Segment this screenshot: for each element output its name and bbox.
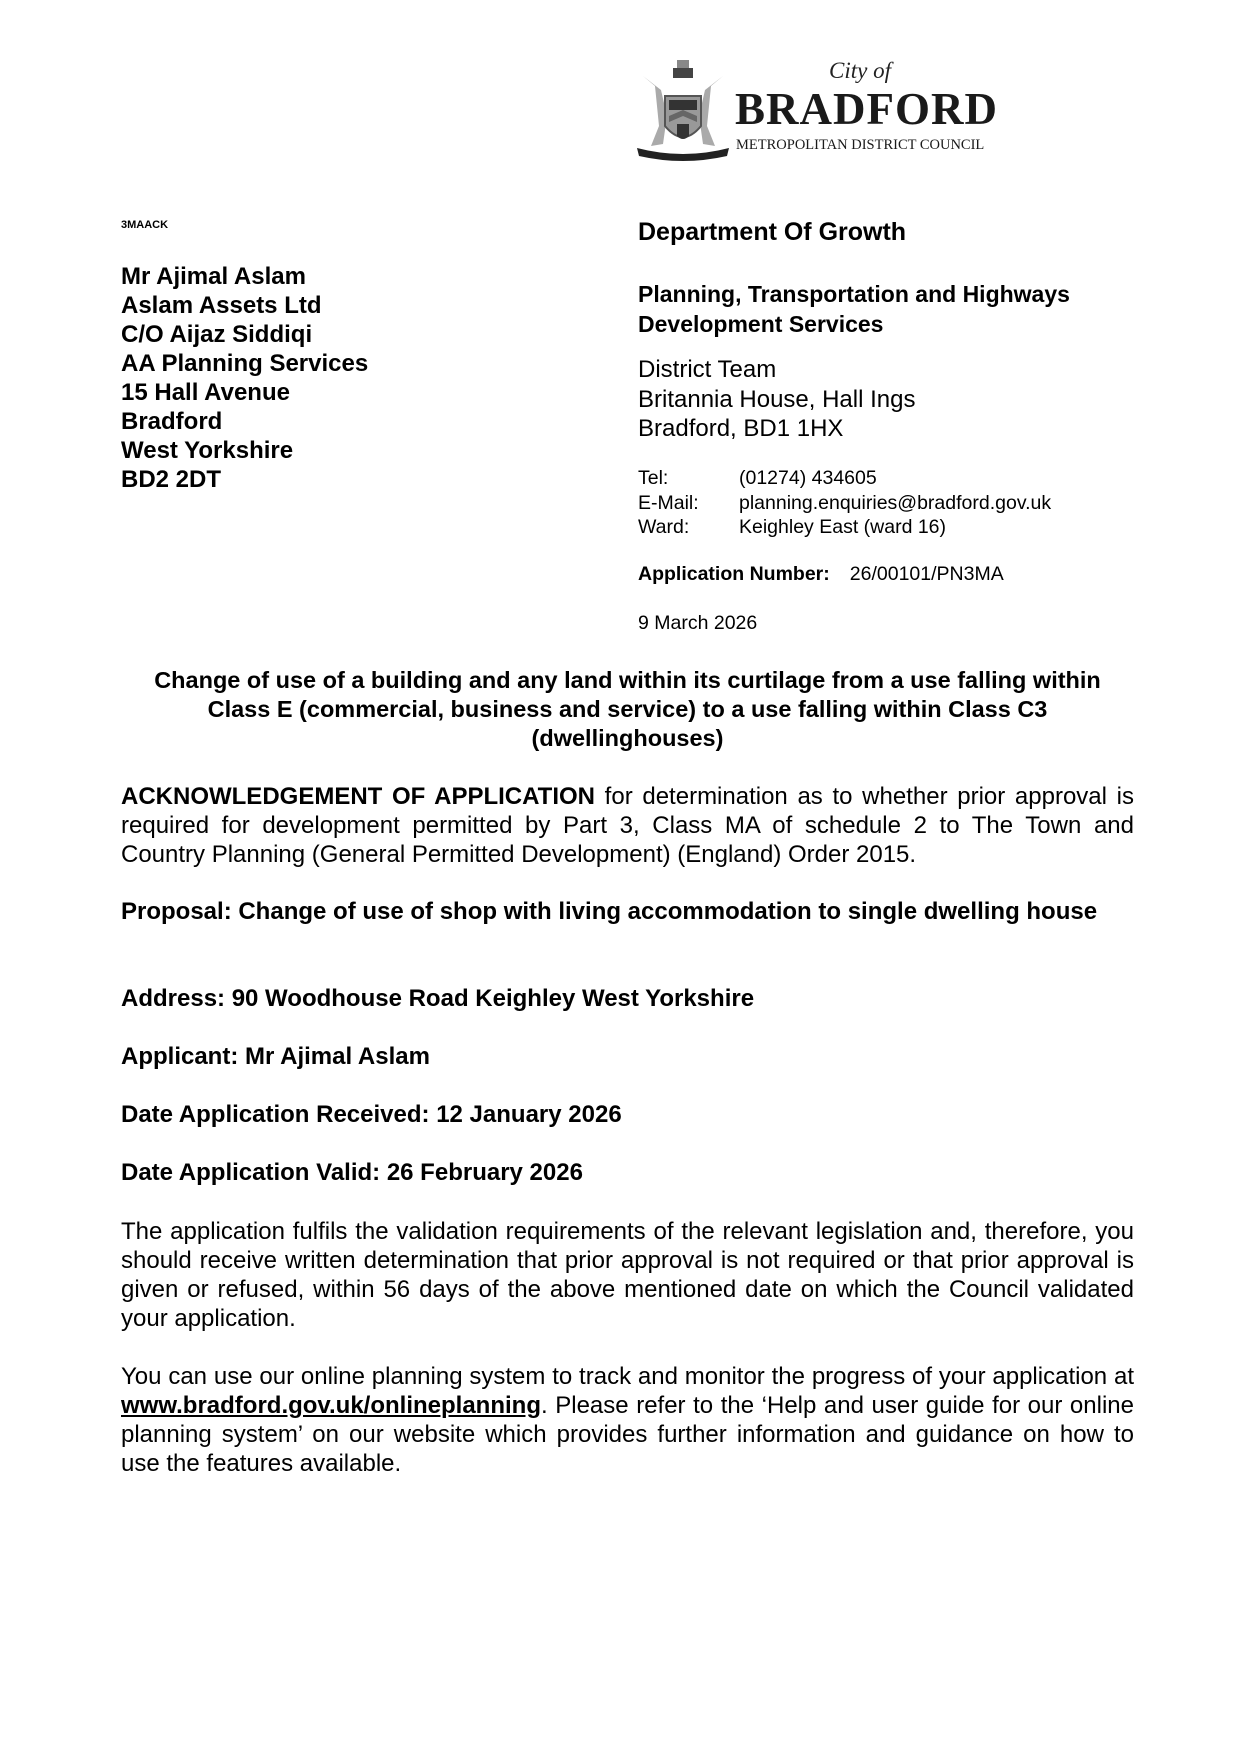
contact-label: Ward: [638, 516, 690, 538]
service-line: Planning, Transportation and Highways [638, 281, 1070, 307]
sender-address-line: Bradford, BD1 1HX [638, 415, 844, 442]
recipient-line: Aslam Assets Ltd [121, 292, 322, 319]
contact-ward [638, 515, 1051, 540]
recipient-line: AA Planning Services [121, 350, 369, 377]
contact-value: (01274) 434605 [739, 467, 877, 489]
logo-council: METROPOLITAN DISTRICT COUNCIL [736, 137, 985, 153]
service-name [638, 279, 1070, 339]
contact-tel [638, 466, 1051, 491]
site-address: Address: 90 Woodhouse Road Keighley West Yorkshire [121, 985, 755, 1012]
online-planning-link[interactable]: www.bradford.gov.uk/onlineplanning [121, 1392, 541, 1419]
recipient-line: BD2 2DT [121, 466, 222, 493]
acknowledgement-paragraph [121, 782, 1134, 869]
letter-heading: Change of use of a building and any land within its curtilage from a use falling within Class E (commercial, business and service) to a use falling within Class C3 (dwellinghouses) [154, 667, 1101, 751]
sender-address-line: District Team [638, 356, 777, 383]
contact-value: Keighley East (ward 16) [739, 516, 947, 538]
reference-code: 3MAACK [121, 219, 169, 231]
recipient-line: Bradford [121, 408, 223, 435]
letter-date: 9 March 2026 [638, 612, 758, 634]
application-number [638, 563, 1004, 586]
validation-paragraph: The application fulfils the validation requirements of the relevant legislation and, therefore, you should receive written determination that prior approval is not required or that prior approval is given or refused, within 56 days of the above mentioned date on which the Council validated your application. [121, 1218, 1134, 1332]
contact-details [638, 466, 1051, 540]
sender-address [638, 355, 915, 444]
recipient-line: West Yorkshire [121, 437, 294, 464]
date-received: Date Application Received: 12 January 2026 [121, 1101, 622, 1128]
acknowledgement-text: for determination as to whether prior approval is required for development permitted by Part 3, Class MA of schedule 2 to The Town and Country Planning (General Permitted Development) (England) Order 2015. [121, 783, 1134, 868]
coat-of-arms-icon [633, 56, 733, 162]
logo-city-of: City of [829, 58, 891, 83]
contact-email [638, 491, 1051, 516]
department-name: Department Of Growth [638, 218, 907, 246]
sender-address-line: Britannia House, Hall Ings [638, 385, 916, 413]
paragraph-text: You can use our online planning system to track and monitor the progress of your application at [121, 1363, 1134, 1390]
contact-label: E-Mail: [638, 491, 699, 514]
acknowledgement-title: ACKNOWLEDGEMENT OF APPLICATION [121, 783, 595, 810]
recipient-line: C/O Aijaz Siddiqi [121, 321, 313, 348]
paragraph-text: . Please refer to the ‘Help and user guide for our online planning system’ on our website which provides further information and guidance on how to use the features available. [121, 1392, 1134, 1477]
recipient-line: Mr Ajimal Aslam [121, 263, 306, 290]
service-line: Development Services [638, 311, 884, 337]
contact-value[interactable]: planning.enquiries@bradford.gov.uk [739, 491, 1052, 514]
recipient-line: 15 Hall Avenue [121, 379, 290, 406]
council-logo [633, 56, 1003, 162]
applicant: Applicant: Mr Ajimal Aslam [121, 1043, 430, 1070]
recipient-address [121, 262, 368, 494]
application-number-value: 26/00101/PN3MA [849, 563, 1004, 585]
application-number-label: Application Number: [638, 563, 830, 585]
logo-name: BRADFORD [735, 84, 998, 134]
contact-label: Tel: [638, 467, 669, 489]
online-planning-paragraph [121, 1362, 1134, 1478]
date-valid: Date Application Valid: 26 February 2026 [121, 1159, 583, 1186]
proposal: Proposal: Change of use of shop with living accommodation to single dwelling house [121, 898, 1098, 925]
